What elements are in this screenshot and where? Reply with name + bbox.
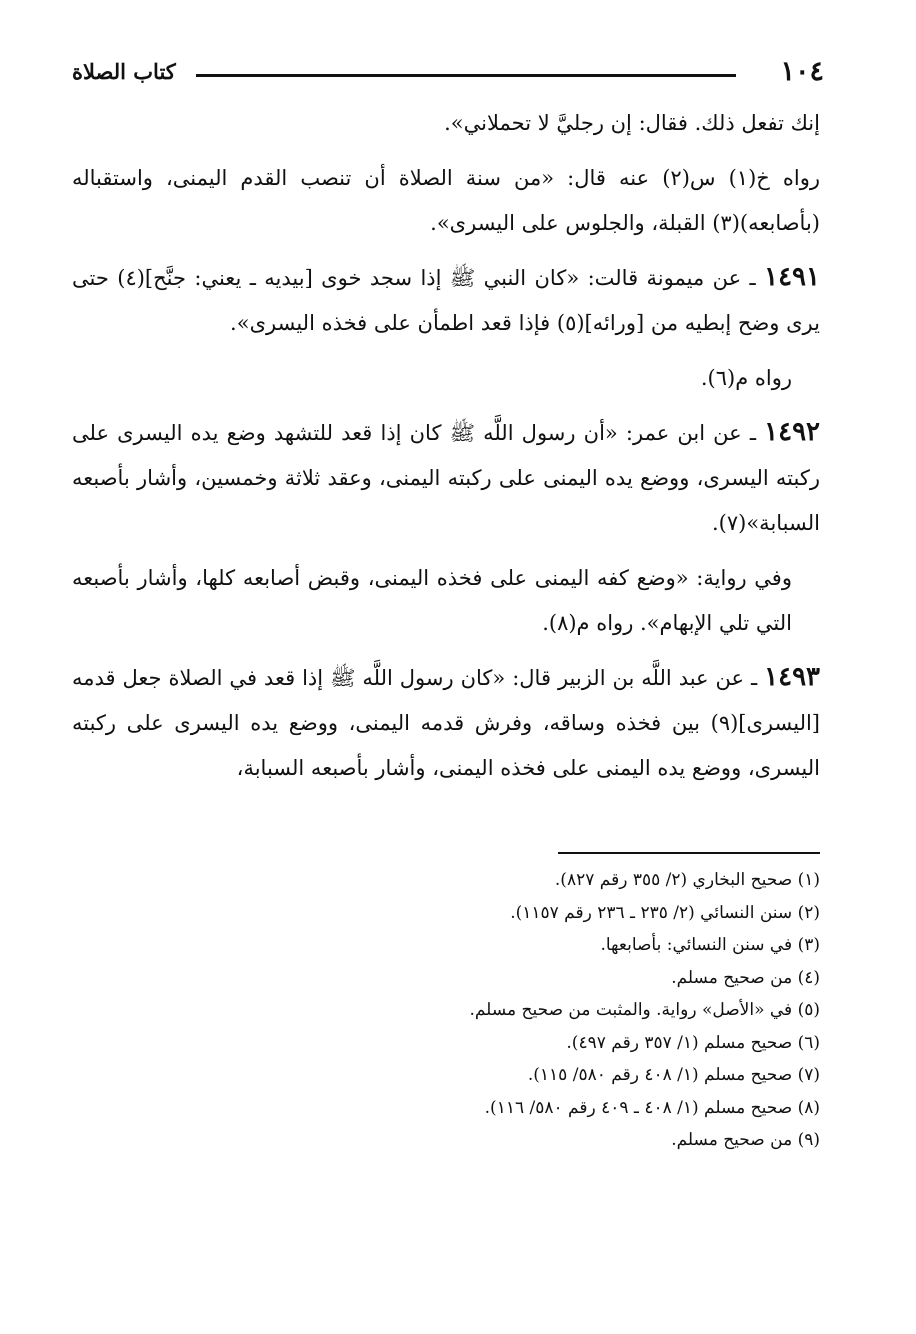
- footnote: (٨) صحيح مسلم (١/ ٤٠٨ ـ ٤٠٩ رقم ٥٨٠/ ١١٦).: [484, 1097, 820, 1118]
- footnote: (٩) من صحيح مسلم.: [671, 1130, 820, 1150]
- header-rule: [196, 74, 736, 77]
- paragraph: [72, 100, 820, 146]
- hadith-number: ١٤٩١: [764, 262, 820, 292]
- paragraph-text: وفي رواية: «وضع كفه اليمنى على فخذه اليمنى، وقبض أصابعه كلها، وأشار بأصبعه التي تلي الإبهام». رواه م(٨).: [72, 566, 792, 635]
- paragraph: [72, 155, 820, 246]
- paragraph-text: ـ عن ابن عمر: «أن رسول اللَّه ﷺ كان إذا قعد للتشهد وضع يده اليسرى على ركبته اليسرى، ووضع يده اليمنى على ركبته اليمنى، وعقد ثلاثة وخمسين، وأشار بأصبعه السبابة»(٧).: [72, 421, 820, 535]
- main-text: [72, 100, 820, 800]
- paragraph: [72, 410, 820, 546]
- footnote-divider: [558, 852, 820, 854]
- hadith-number: ١٤٩٣: [764, 662, 820, 692]
- footnote: (٥) في «الأصل» رواية. والمثبت من صحيح مسلم.: [469, 1000, 820, 1020]
- hadith-number: ١٤٩٢: [764, 417, 820, 447]
- footnote: (٧) صحيح مسلم (١/ ٤٠٨ رقم ٥٨٠/ ١١٥).: [527, 1065, 820, 1085]
- footnote: (٦) صحيح مسلم (١/ ٣٥٧ رقم ٤٩٧).: [566, 1032, 820, 1053]
- paragraph: [72, 255, 820, 346]
- book-title: كتاب الصلاة: [72, 59, 176, 84]
- paragraph: [72, 355, 820, 401]
- paragraph: [72, 655, 820, 791]
- footnote: (١) صحيح البخاري (٢/ ٣٥٥ رقم ٨٢٧).: [554, 870, 820, 890]
- footnote: (٤) من صحيح مسلم.: [671, 967, 820, 988]
- page-header: [72, 52, 824, 92]
- paragraph-text: رواه م(٦).: [700, 366, 792, 390]
- paragraph-text: إنك تفعل ذلك. فقال: إن رجليَّ لا تحملاني».: [444, 111, 820, 135]
- page-number: ١٠٤: [780, 56, 824, 87]
- footnote: (٣) في سنن النسائي: بأصابعها.: [600, 935, 820, 955]
- footnote: (٢) سنن النسائي (٢/ ٢٣٥ ـ ٢٣٦ رقم ١١٥٧).: [510, 902, 820, 923]
- paragraph-text: رواه خ(١) س(٢) عنه قال: «من سنة الصلاة أن تنصب القدم اليمنى، واستقباله (بأصابعه)(٣) القبلة، والجلوس على اليسرى».: [72, 166, 820, 235]
- paragraph: [72, 555, 820, 646]
- footnotes: [260, 864, 820, 1157]
- paragraph-text: ـ عن ميمونة قالت: «كان النبي ﷺ إذا سجد خوى [بيديه ـ يعني: جنَّح](٤) حتى يرى وضح إبطيه من [ورائه](٥) فإذا قعد اطمأن على فخذه اليسرى».: [72, 266, 820, 335]
- paragraph-text: ـ عن عبد اللَّه بن الزبير قال: «كان رسول اللَّه ﷺ إذا قعد في الصلاة جعل قدمه [اليسرى](٩) بين فخذه وساقه، وفرش قدمه اليمنى، ووضع يده اليسرى على ركبته اليسرى، ووضع يده اليمنى على فخذه اليمنى، وأشار بأصبعه السبابة،: [72, 666, 820, 780]
